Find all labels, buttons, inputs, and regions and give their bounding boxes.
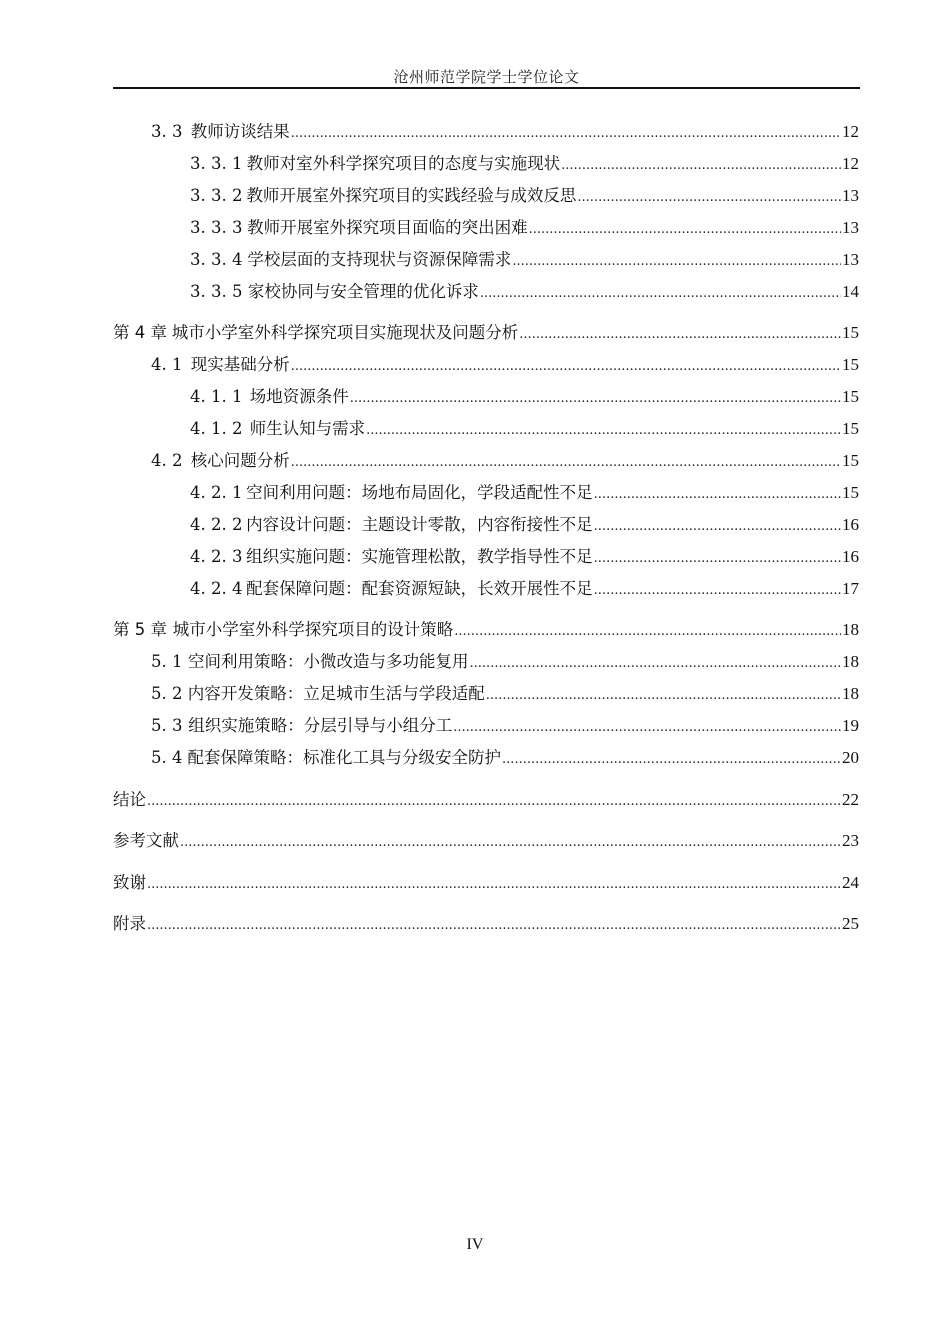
toc-entry[interactable] xyxy=(113,385,859,409)
toc-dot-leader xyxy=(147,790,841,814)
toc-entry-title: 内容设计问题：主题设计零散，内容衔接性不足 xyxy=(246,515,593,534)
toc-entry-number: 4. 1. 2 xyxy=(190,419,243,438)
toc-dot-leader xyxy=(291,122,841,146)
toc-entry[interactable] xyxy=(113,513,859,537)
toc-entry-page: 18 xyxy=(842,652,859,671)
toc-entry-page: 12 xyxy=(842,154,859,173)
toc-entry-number: 3. 3. 4 xyxy=(190,250,243,269)
toc-entry-page: 18 xyxy=(842,684,859,703)
toc-entry[interactable] xyxy=(113,682,859,706)
toc-entry-page: 16 xyxy=(842,515,859,534)
toc-dot-leader xyxy=(594,547,841,571)
toc-chapter-entry[interactable] xyxy=(113,321,859,345)
toc-entry-number: 3. 3. 2 xyxy=(190,186,243,205)
toc-entry[interactable] xyxy=(113,353,859,377)
toc-entry-title: 教师访谈结果 xyxy=(190,122,290,141)
toc-entry-title: 核心问题分析 xyxy=(190,451,290,470)
toc-chapter-entry[interactable] xyxy=(113,871,859,895)
toc-entry-title: 配套保障策略：标准化工具与分级安全防护 xyxy=(187,748,502,767)
toc-entry[interactable] xyxy=(113,746,859,770)
toc-entry-number: 5. 1 xyxy=(151,652,183,671)
toc-entry-page: 15 xyxy=(842,451,859,470)
toc-entry-title: 配套保障问题：配套资源短缺，长效开展性不足 xyxy=(246,579,593,598)
toc-entry-page: 19 xyxy=(842,716,859,735)
toc-entry-page: 23 xyxy=(842,831,859,850)
toc-dot-leader xyxy=(291,355,841,379)
toc-dot-leader xyxy=(350,387,841,411)
toc-entry-number: 4. 1 xyxy=(151,355,183,374)
toc-chapter-entry[interactable] xyxy=(113,912,859,936)
toc-entry[interactable] xyxy=(113,417,859,441)
toc-entry-title: 城市小学室外科学探究项目的设计策略 xyxy=(172,620,454,639)
toc-entry[interactable] xyxy=(113,184,859,208)
toc-entry-page: 15 xyxy=(842,323,859,342)
toc-entry-number: 5. 2 xyxy=(151,684,183,703)
toc-dot-leader xyxy=(502,748,841,772)
toc-entry-number: 4. 2. 4 xyxy=(190,579,243,598)
toc-entry-page: 16 xyxy=(842,547,859,566)
toc-dot-leader xyxy=(366,419,841,443)
toc-entry-title: 空间利用策略：小微改造与多功能复用 xyxy=(188,652,469,671)
toc-entry-page: 15 xyxy=(842,355,859,374)
toc-entry-number: 3. 3 xyxy=(151,122,183,141)
toc-entry-page: 13 xyxy=(842,186,859,205)
toc-dot-leader xyxy=(147,914,841,938)
toc-entry-page: 15 xyxy=(842,419,859,438)
toc-entry-number: 4. 1. 1 xyxy=(190,387,243,406)
toc-entry-page: 12 xyxy=(842,122,859,141)
toc-entry-title: 空间利用问题：场地布局固化，学段适配性不足 xyxy=(246,483,593,502)
toc-entry-title: 现实基础分析 xyxy=(190,355,290,374)
toc-entry-page: 15 xyxy=(842,483,859,502)
toc-entry-title: 组织实施策略：分层引导与小组分工 xyxy=(188,716,453,735)
toc-entry-number: 第 4 章 xyxy=(113,323,167,342)
toc-dot-leader xyxy=(594,579,841,603)
toc-dot-leader xyxy=(470,652,841,676)
toc-entry-number: 4. 2 xyxy=(151,451,183,470)
toc-entry-title: 场地资源条件 xyxy=(249,387,349,406)
toc-dot-leader xyxy=(180,831,841,855)
toc-entry-page: 17 xyxy=(842,579,859,598)
toc-dot-leader xyxy=(594,515,841,539)
toc-entry-number: 3. 3. 1 xyxy=(190,154,243,173)
toc-entry-page: 13 xyxy=(842,250,859,269)
toc-dot-leader xyxy=(577,186,841,210)
toc-entry-page: 24 xyxy=(842,873,859,892)
toc-entry[interactable] xyxy=(113,481,859,505)
toc-entry-number: 5. 4 xyxy=(151,748,183,767)
toc-dot-leader xyxy=(561,154,841,178)
toc-entry-title: 内容开发策略：立足城市生活与学段适配 xyxy=(187,684,485,703)
toc-entry-page: 13 xyxy=(842,218,859,237)
toc-entry-number: 3. 3. 5 xyxy=(190,282,243,301)
toc-entry-title: 教师开展室外探究项目面临的突出困难 xyxy=(247,218,528,237)
toc-entry-title: 结论 xyxy=(113,790,146,809)
toc-entry-title: 教师对室外科学探究项目的态度与实施现状 xyxy=(246,154,561,173)
toc-entry[interactable] xyxy=(113,248,859,272)
toc-entry-title: 家校协同与安全管理的优化诉求 xyxy=(247,282,479,301)
toc-entry-number: 4. 2. 3 xyxy=(190,547,243,566)
toc-dot-leader xyxy=(519,323,841,347)
toc-entry-title: 致谢 xyxy=(113,873,146,892)
toc-dot-leader xyxy=(454,620,841,644)
toc-dot-leader xyxy=(147,873,841,897)
toc-entry-page: 25 xyxy=(842,914,859,933)
toc-entry-title: 城市小学室外科学探究项目实施现状及问题分析 xyxy=(171,323,519,342)
header-rule xyxy=(113,87,860,89)
toc-dot-leader xyxy=(529,218,841,242)
toc-entry[interactable] xyxy=(113,714,859,738)
toc-dot-leader xyxy=(512,250,841,274)
toc-entry-page: 22 xyxy=(842,790,859,809)
toc-entry[interactable] xyxy=(113,650,859,674)
toc-entry-title: 组织实施问题：实施管理松散，教学指导性不足 xyxy=(246,547,593,566)
toc-entry[interactable] xyxy=(113,120,859,144)
toc-entry[interactable] xyxy=(113,449,859,473)
toc-entry-page: 18 xyxy=(842,620,859,639)
toc-entry-page: 20 xyxy=(842,748,859,767)
toc-dot-leader xyxy=(291,451,841,475)
toc-entry-title: 教师开展室外探究项目的实践经验与成效反思 xyxy=(246,186,577,205)
toc-entry-number: 4. 2. 1 xyxy=(190,483,243,502)
toc-entry[interactable] xyxy=(113,280,859,304)
toc-dot-leader xyxy=(486,684,841,708)
toc-entry[interactable] xyxy=(113,577,859,601)
toc-entry-title: 参考文献 xyxy=(113,831,179,850)
toc-dot-leader xyxy=(594,483,841,507)
toc-entry-title: 学校层面的支持现状与资源保障需求 xyxy=(247,250,512,269)
toc-entry-number: 5. 3 xyxy=(151,716,183,735)
page-header-title: 沧州师范学院学士学位论文 xyxy=(393,68,580,86)
toc-entry[interactable] xyxy=(113,152,859,176)
toc-dot-leader xyxy=(480,282,841,306)
toc-chapter-entry[interactable] xyxy=(113,829,859,853)
page-number: IV xyxy=(466,1236,484,1253)
toc-entry-number: 3. 3. 3 xyxy=(190,218,243,237)
toc-chapter-entry[interactable] xyxy=(113,618,859,642)
toc-entry-page: 14 xyxy=(842,282,859,301)
toc-entry[interactable] xyxy=(113,545,859,569)
toc-chapter-entry[interactable] xyxy=(113,788,859,812)
toc-entry-number: 4. 2. 2 xyxy=(190,515,243,534)
toc-entry-page: 15 xyxy=(842,387,859,406)
toc-entry-title: 师生认知与需求 xyxy=(249,419,366,438)
toc-dot-leader xyxy=(453,716,841,740)
toc-entry-number: 第 5 章 xyxy=(113,620,167,639)
toc-entry-title: 附录 xyxy=(113,914,146,933)
toc-entry[interactable] xyxy=(113,216,859,240)
